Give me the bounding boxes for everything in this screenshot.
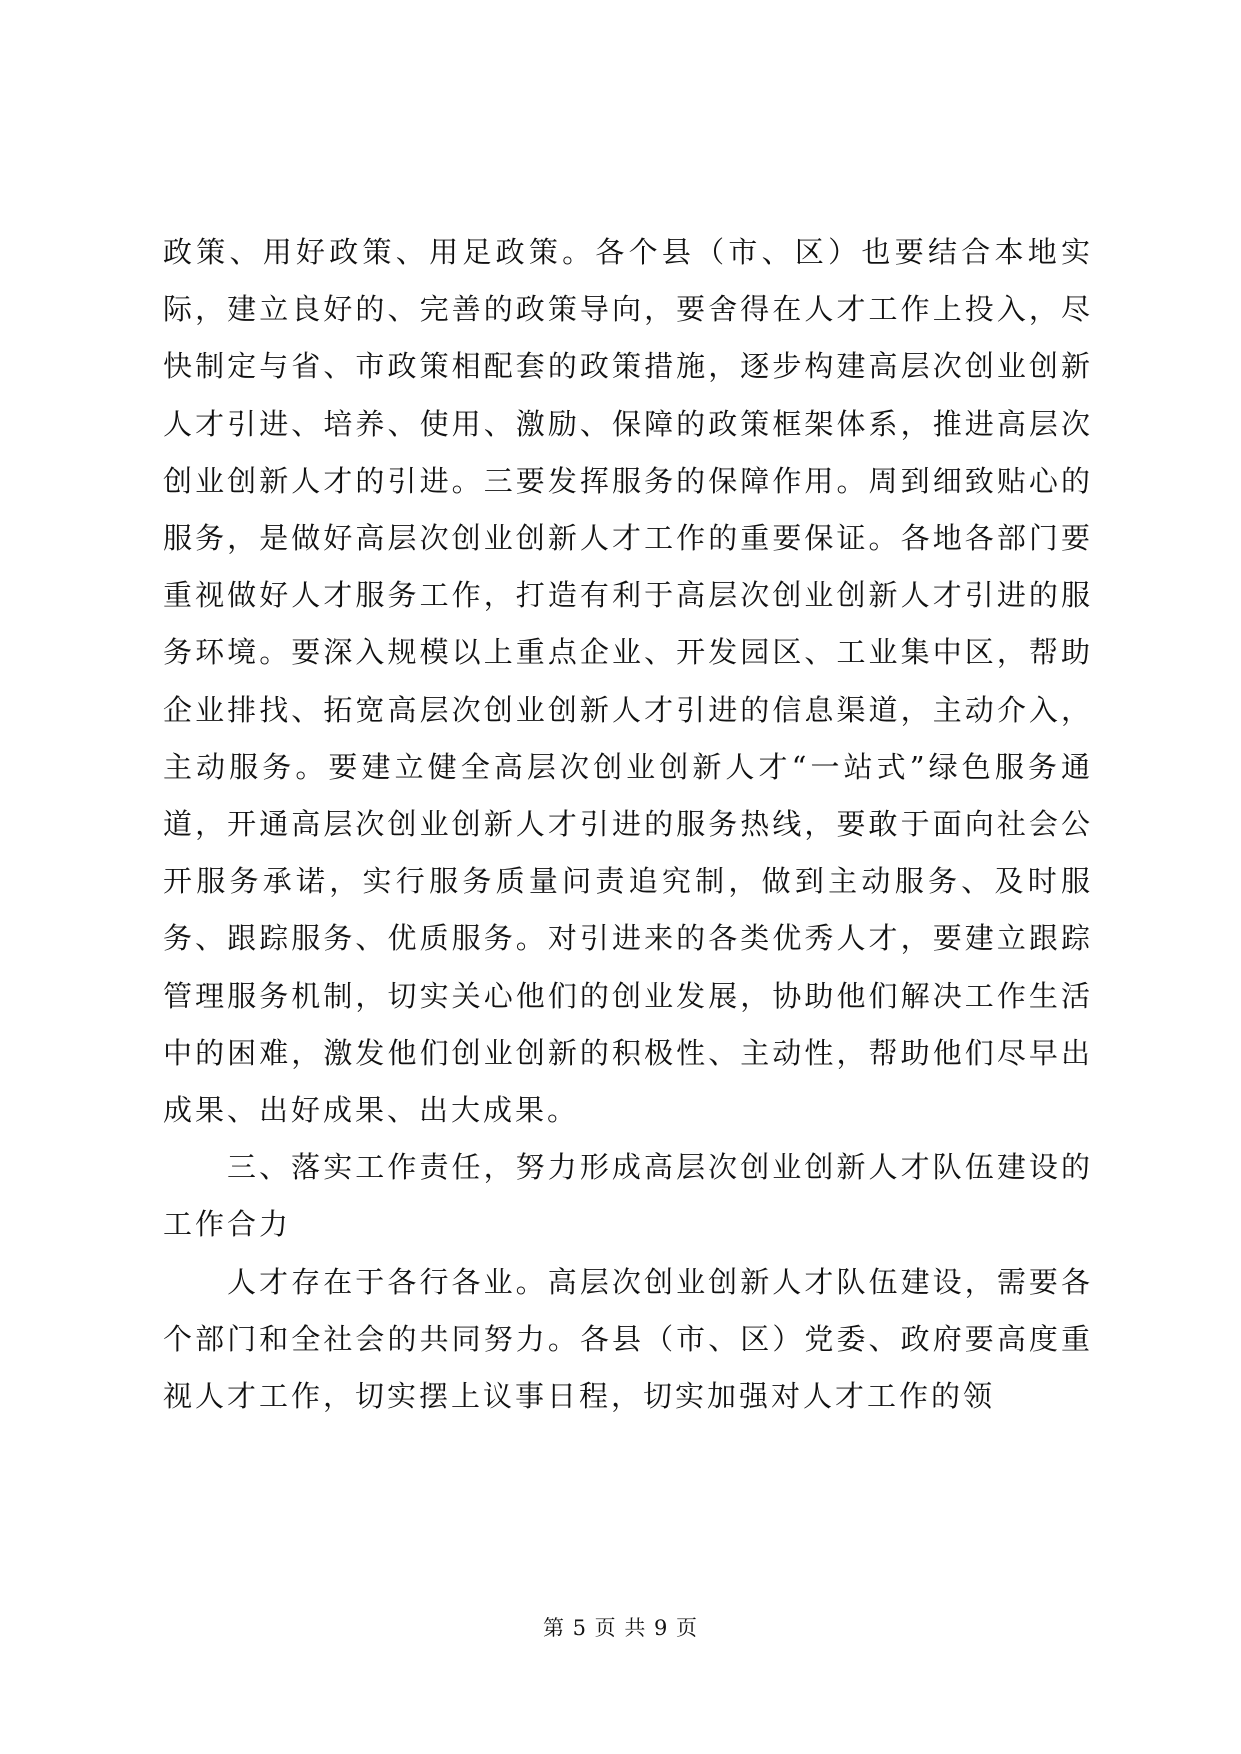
- page-number-footer: 第 5 页 共 9 页: [542, 1616, 699, 1640]
- paragraph-talent-responsibility: 人才存在于各行各业。高层次创业创新人才队伍建设，需要各个部门和全社会的共同努力。各县（市、区）党委、政府要高度重视人才工作，切实摆上议事日程，切实加强对人才工作的领: [163, 1264, 1093, 1414]
- body-text: [163, 224, 1093, 1425]
- section-heading-three: 三、落实工作责任，努力形成高层次创业创新人才队伍建设的工作合力: [163, 1150, 1093, 1242]
- paragraph-policy-services: 政策、用好政策、用足政策。各个县（市、区）也要结合本地实际，建立良好的、完善的政策导向，要舍得在人才工作上投入，尽快制定与省、市政策相配套的政策措施，逐步构建高层次创业创新人才引进、培养、使用、激励、保障的政策框架体系，推进高层次创业创新人才的引进。三要发挥服务的保障作用。周到细致贴心的服务，是做好高层次创业创新人才工作的重要保证。各地各部门要重视做好人才服务工作，打造有利于高层次创业创新人才引进的服务环境。要深入规模以上重点企业、开发园区、工业集中区，帮助企业排找、拓宽高层次创业创新人才引进的信息渠道，主动介入，主动服务。要建立健全高层次创业创新人才“一站式”绿色服务通道，开通高层次创业创新人才引进的服务热线，要敢于面向社会公开服务承诺，实行服务质量问责追究制，做到主动服务、及时服务、跟踪服务、优质服务。对引进来的各类优秀人才，要建立跟踪管理服务机制，切实关心他们的创业发展，协助他们解决工作生活中的困难，激发他们创业创新的积极性、主动性，帮助他们尽早出成果、出好成果、出大成果。: [163, 235, 1093, 1128]
